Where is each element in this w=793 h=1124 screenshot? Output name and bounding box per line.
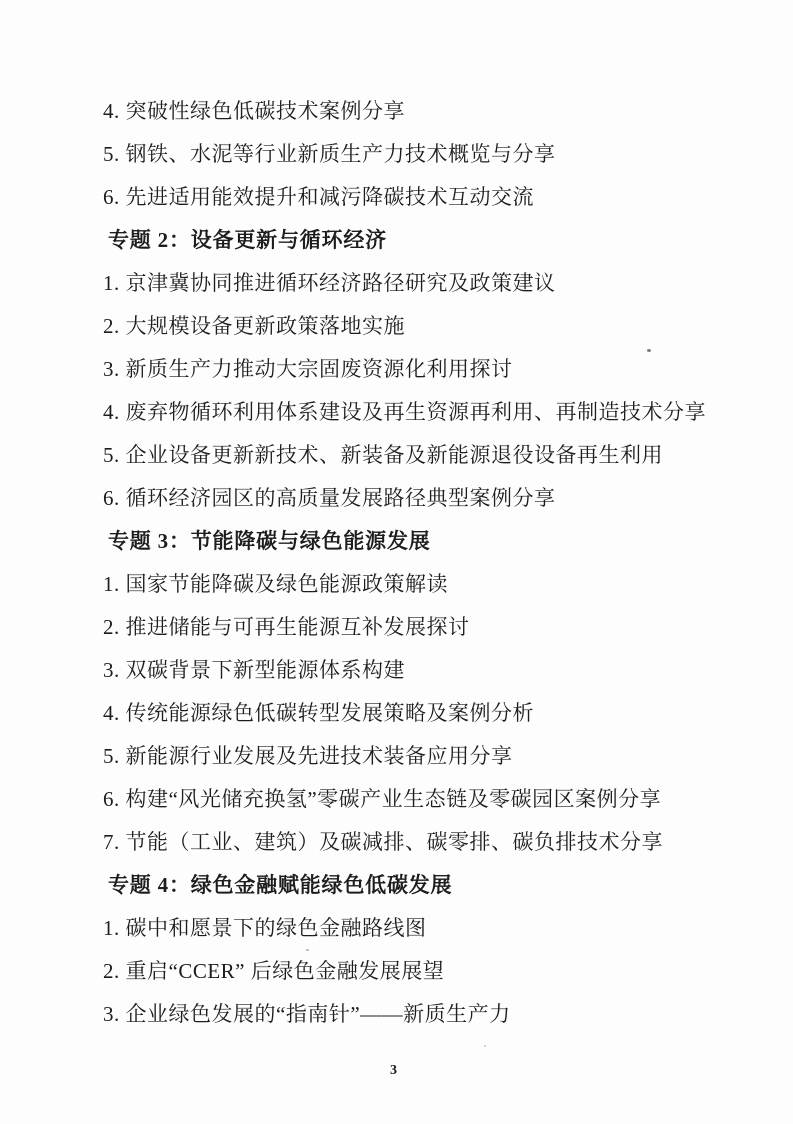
agenda-item: 4. 废弃物循环利用体系建设及再生资源再利用、再制造技术分享 bbox=[103, 399, 706, 424]
topic-header: 专题 3：节能降碳与绿色能源发展 bbox=[108, 528, 431, 553]
agenda-item: 4. 突破性绿色低碳技术案例分享 bbox=[103, 98, 405, 123]
agenda-item: 4. 传统能源绿色低碳转型发展策略及案例分析 bbox=[103, 700, 534, 725]
scan-speck bbox=[484, 1045, 486, 1047]
agenda-item: 2. 推进储能与可再生能源互补发展探讨 bbox=[103, 614, 470, 639]
agenda-item: 5. 企业设备更新新技术、新装备及新能源退役设备再生利用 bbox=[103, 442, 663, 467]
agenda-item: 2. 大规模设备更新政策落地实施 bbox=[103, 313, 405, 338]
agenda-item: 6. 构建“风光储充换氢”零碳产业生态链及零碳园区案例分享 bbox=[103, 786, 662, 811]
topic-header: 专题 2：设备更新与循环经济 bbox=[108, 227, 387, 252]
scan-speck bbox=[306, 949, 309, 951]
agenda-item: 3. 企业绿色发展的“指南针”——新质生产力 bbox=[103, 1001, 511, 1026]
agenda-list bbox=[103, 88, 753, 1034]
agenda-item: 5. 钢铁、水泥等行业新质生产力技术概览与分享 bbox=[103, 141, 556, 166]
agenda-item: 1. 国家节能降碳及绿色能源政策解读 bbox=[103, 571, 448, 596]
agenda-item: 3. 双碳背景下新型能源体系构建 bbox=[103, 657, 405, 682]
topic-header: 专题 4：绿色金融赋能绿色低碳发展 bbox=[108, 872, 453, 897]
agenda-item: 7. 节能（工业、建筑）及碳减排、碳零排、碳负排技术分享 bbox=[103, 829, 663, 854]
agenda-item: 1. 京津冀协同推进循环经济路径研究及政策建议 bbox=[103, 270, 556, 295]
agenda-item: 6. 先进适用能效提升和减污降碳技术互动交流 bbox=[103, 184, 534, 209]
page-number: 3 bbox=[390, 1063, 397, 1078]
agenda-item: 2. 重启“CCER” 后绿色金融发展展望 bbox=[103, 958, 445, 983]
agenda-item: 5. 新能源行业发展及先进技术装备应用分享 bbox=[103, 743, 513, 768]
agenda-item: 3. 新质生产力推动大宗固废资源化利用探讨 bbox=[103, 356, 513, 381]
agenda-item: 1. 碳中和愿景下的绿色金融路线图 bbox=[103, 915, 427, 940]
agenda-item: 6. 循环经济园区的高质量发展路径典型案例分享 bbox=[103, 485, 556, 510]
scan-speck bbox=[647, 349, 651, 352]
